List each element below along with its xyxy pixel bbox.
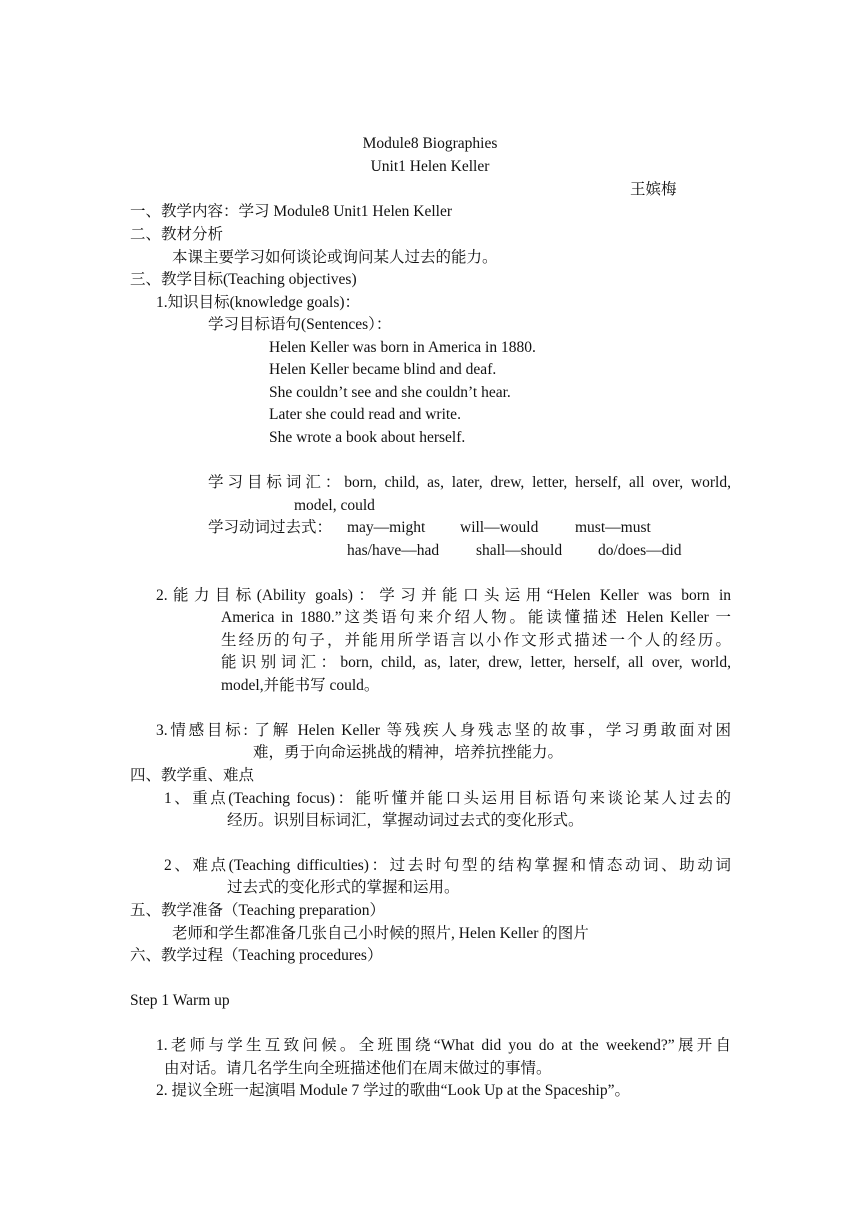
section-prep-heading: 五、教学准备（Teaching preparation） <box>130 902 386 919</box>
document-subtitle: Unit1 Helen Keller <box>370 158 490 175</box>
teaching-difficulties-text: 2、难点(Teaching difficulties)：过去时句型的结构掌握和情态动词、助动词 <box>164 857 731 874</box>
analysis-text: 本课主要学习如何谈论或询问某人过去的能力。 <box>172 249 498 266</box>
section-key-heading: 四、教学重、难点 <box>130 767 255 784</box>
step-text: 1.老师与学生互致问候。全班围绕“What did you do at the weekend?”展开自 <box>156 1037 731 1054</box>
emotion-goals-text: 3.情感目标: 了解 Helen Keller 等残疾人身残志坚的故事，学习勇敢面对困 <box>156 722 731 739</box>
vocab-line: 学习目标词汇：born, child, as, later, drew, letter, herself, all over, world, <box>208 474 731 491</box>
verb-pair: must—must <box>575 519 651 536</box>
step-text: 2. 提议全班一起演唱 Module 7 学过的歌曲“Look Up at the Spaceship”。 <box>156 1082 630 1099</box>
emotion-goals-text: 难，勇于向命运挑战的精神，培养抗挫能力。 <box>253 744 564 761</box>
verb-pair: shall—should <box>476 542 563 559</box>
vocab-line: model, could <box>294 497 375 514</box>
verb-pair: will—would <box>460 519 539 536</box>
sentence-item: Later she could read and write. <box>269 406 461 423</box>
sentences-label: 学习目标语句(Sentences）： <box>208 316 392 333</box>
prep-text: 老师和学生都准备几张自己小时候的照片, Helen Keller 的图片 <box>172 925 589 942</box>
verb-pair: do/does—did <box>598 542 682 559</box>
ability-goals-text: America in 1880.”这类语句来介绍人物。能读懂描述 Helen Keller 一 <box>221 609 731 626</box>
sentence-item: Helen Keller became blind and deaf. <box>269 361 497 378</box>
teaching-difficulties-text: 过去式的变化形式的掌握和运用。 <box>227 879 460 896</box>
ability-goals-text: model,并能书写 could。 <box>221 677 380 694</box>
teaching-focus-text: 经历。识别目标词汇，掌握动词过去式的变化形式。 <box>227 812 584 829</box>
ability-goals-text: 2.能力目标(Ability goals)：学习并能口头运用“Helen Keller was born in <box>156 587 731 604</box>
section-content-heading: 一、教学内容：学习 Module8 Unit1 Helen Keller <box>130 203 453 220</box>
document-title: Module8 Biographies <box>362 135 498 152</box>
knowledge-goals-heading: 1.知识目标(knowledge goals)： <box>156 294 361 311</box>
author-name: 王嫔梅 <box>630 181 677 198</box>
verb-pair: may—might <box>347 519 426 536</box>
step-text: 由对话。请几名学生向全班描述他们在周末做过的事情。 <box>164 1060 552 1077</box>
verbs-label: 学习动词过去式： <box>208 519 333 536</box>
section-analysis-heading: 二、教材分析 <box>130 226 224 243</box>
ability-goals-text: 生经历的句子，并能用所学语言以小作文形式描述一个人的经历。 <box>221 632 731 649</box>
step-heading: Step 1 Warm up <box>130 992 230 1009</box>
teaching-focus-text: 1、重点(Teaching focus)：能听懂并能口头运用目标语句来谈论某人过去的 <box>164 790 731 807</box>
section-procedures-heading: 六、教学过程（Teaching procedures） <box>130 947 383 964</box>
ability-goals-text: 能识别词汇：born, child, as, later, drew, letter, herself, all over, world, <box>221 654 731 671</box>
sentence-item: Helen Keller was born in America in 1880. <box>269 339 536 356</box>
verb-pair: has/have—had <box>347 542 440 559</box>
sentence-item: She wrote a book about herself. <box>269 429 466 446</box>
sentence-item: She couldn’t see and she couldn’t hear. <box>269 384 511 401</box>
section-objectives-heading: 三、教学目标(Teaching objectives) <box>130 271 357 288</box>
